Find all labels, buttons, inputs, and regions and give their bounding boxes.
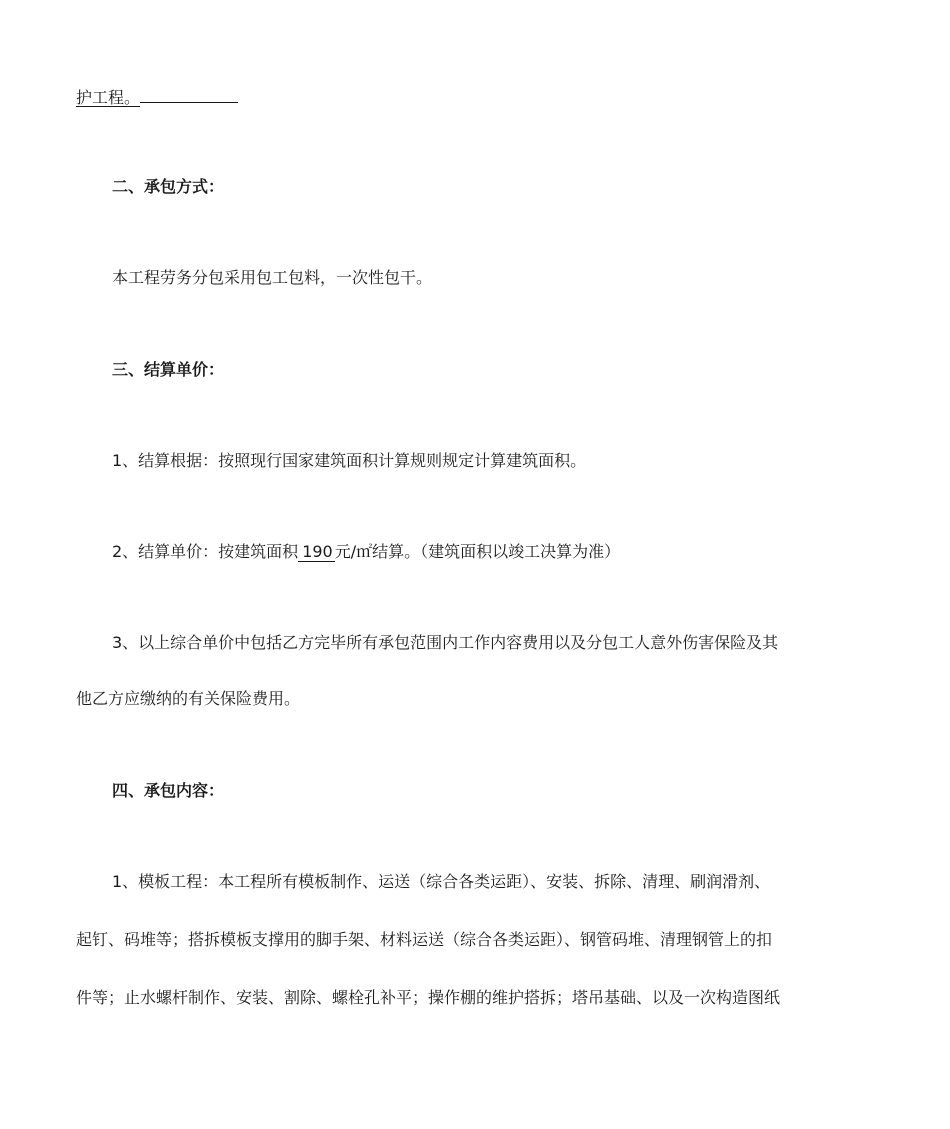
item-3-1: 1、结算根据：按照现行国家建筑面积计算规则规定计算建筑面积。 [112,451,587,470]
section-3-heading: 三、结算单价： [112,360,225,379]
item-3-2 [112,541,620,563]
item-3-2-prefix: 2、结算单价：按建筑面积 [112,542,299,561]
item-3-3-line-2: 他乙方应缴纳的有关保险费用。 [76,689,301,708]
item-4-1-line-2: 起钉、码堆等；搭拆模板支撑用的脚手架、材料运送（综合各类运距）、钢管码堆、清理钢管上的扣 [76,930,773,949]
continuation-text: 护工程。 [76,88,141,107]
item-3-2-suffix: 元/㎡结算。（建筑面积以竣工决算为准） [334,542,621,561]
section-2-body: 本工程劳务分包采用包工包料，一次性包干。 [112,268,433,287]
section-4-heading: 四、承包内容： [112,781,225,800]
unit-price-value: 190 [298,543,335,562]
item-3-3-line-1: 3、以上综合单价中包括乙方完毕所有承包范围内工作内容费用以及分包工人意外伤害保险及其 [112,633,779,652]
item-4-1-line-1: 1、模板工程：本工程所有模板制作、运送（综合各类运距）、安装、拆除、清理、刷润滑剂、 [112,872,771,891]
section-2-heading: 二、承包方式： [112,177,225,196]
item-4-1-line-3: 件等；止水螺杆制作、安装、割除、螺栓孔补平；操作棚的维护搭拆；塔吊基础、以及一次构造图纸 [76,988,781,1007]
blank-underline [140,86,238,103]
continuation-line [76,86,238,108]
